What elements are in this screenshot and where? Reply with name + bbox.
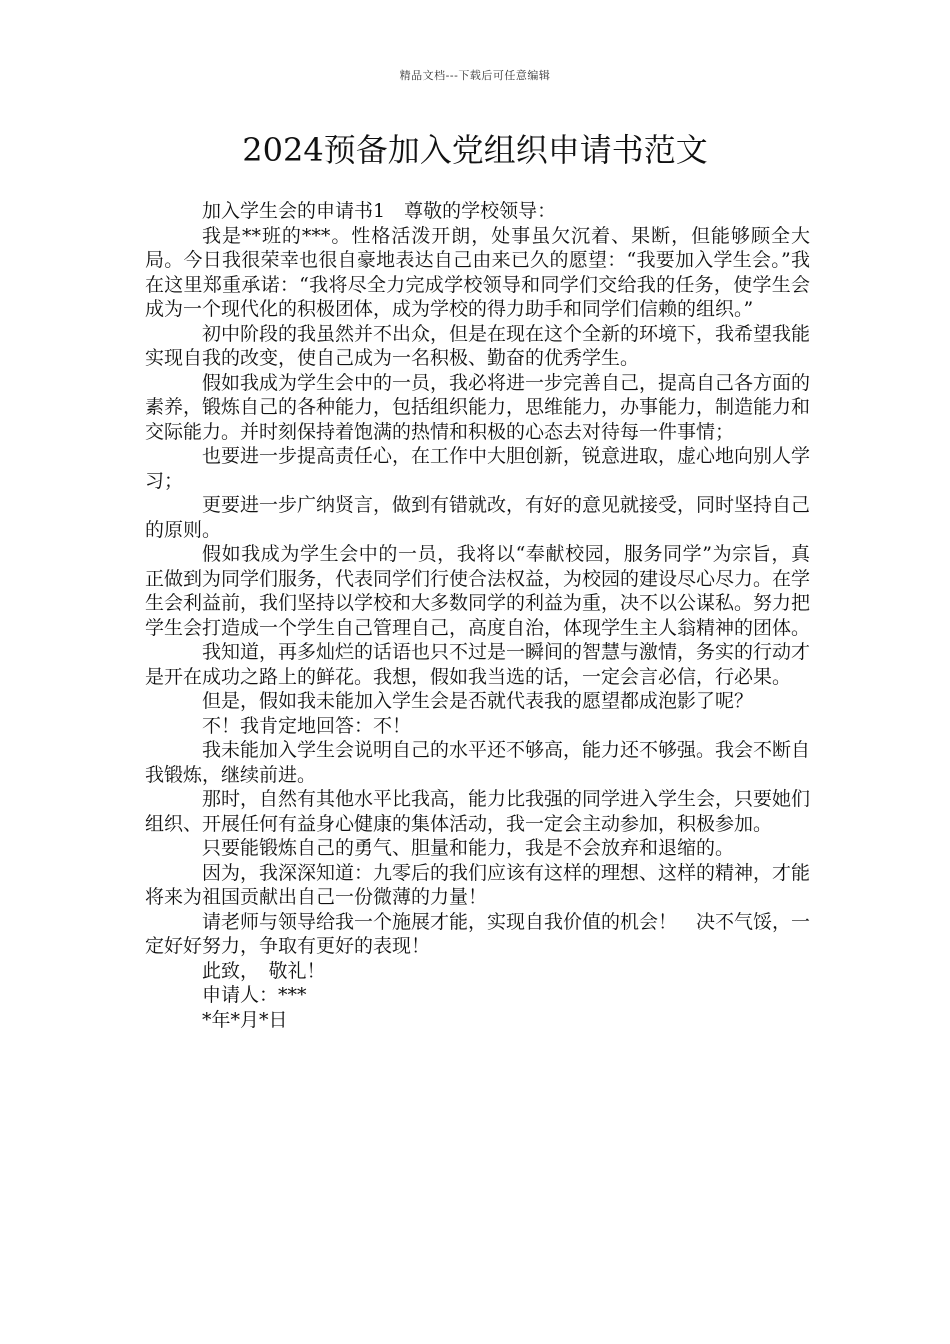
paragraph: 我未能加入学生会说明自己的水平还不够高，能力还不够强。我会不断自我锻炼，继续前进。 [145,739,811,786]
paragraph: 但是，假如我未能加入学生会是否就代表我的愿望都成泡影了呢？ [202,690,754,712]
document-title: 2024预备加入党组织申请书范文 [242,131,708,169]
paragraph: 只要能锻炼自己的勇气、胆量和能力，我是不会放弃和退缩的。 [202,837,735,859]
applicant-signature: 申请人：*** [202,984,307,1006]
paragraph: 我知道，再多灿烂的话语也只不过是一瞬间的智慧与激情，务实的行动才是开在成功之路上的鲜花。我想，假如我当选的话，一定会言必信，行必果。 [145,641,811,688]
paragraph: 那时，自然有其他水平比我高，能力比我强的同学进入学生会，只要她们组织、开展任何有益身心健康的集体活动，我一定会主动参加，积极参加。 [145,788,811,835]
paragraph: 初中阶段的我虽然并不出众，但是在现在这个全新的环境下，我希望我能实现自我的改变，使自己成为一名积极、勤奋的优秀学生。 [145,322,811,369]
closing-salutation: 此致， 敬礼！ [202,959,326,982]
date-line: *年*月*日 [202,1008,288,1031]
paragraph: 我是**班的***。性格活泼开朗，处事虽欠沉着、果断，但能够顾全大局。今日我很荣幸也很自豪地表达自己由来已久的愿望：“我要加入学生会。”我在这里郑重承诺：“我将尽全力完成学校领导和同学们交给我的任务，使学生会成为一个现代化的积极团体，成为学校的得力助手和同学们信赖的组织。” [145,224,810,320]
paragraph: 不！我肯定地回答：不！ [202,714,412,737]
paragraph: 因为，我深深知道：九零后的我们应该有这样的理想、这样的精神，才能将来为祖国贡献出自己一份微薄的力量！ [145,861,811,908]
paragraph: 假如我成为学生会中的一员，我必将进一步完善自己，提高自己各方面的素养，锻炼自己的各种能力，包括组织能力，思维能力，办事能力，制造能力和交际能力。并时刻保持着饱满的热情和积极的心态去对待每一件事情； [145,371,811,443]
paragraph: 更要进一步广纳贤言，做到有错就改，有好的意见就接受，同时坚持自己的原则。 [145,494,811,541]
paragraph: 也要进一步提高责任心，在工作中大胆创新，锐意进取，虚心地向别人学习； [145,445,811,492]
paragraph: 假如我成为学生会中的一员，我将以“奉献校园，服务同学”为宗旨，真正做到为同学们服务，代表同学们行使合法权益，为校园的建设尽心尽力。在学生会利益前，我们坚持以学校和大多数同学的利益为重，决不以公谋私。努力把学生会打造成一个学生自己管理自己，高度自治，体现学生主人翁精神的团体。 [145,543,811,639]
page-header-note: 精品文档---下载后可任意编辑 [399,69,551,82]
paragraph-greeting: 加入学生会的申请书1 尊敬的学校领导： [202,200,557,222]
paragraph: 请老师与领导给我一个施展才能，实现自我价值的机会！ 决不气馁，一定好好努力，争取有更好的表现！ [145,910,811,957]
document-body [145,199,810,1032]
